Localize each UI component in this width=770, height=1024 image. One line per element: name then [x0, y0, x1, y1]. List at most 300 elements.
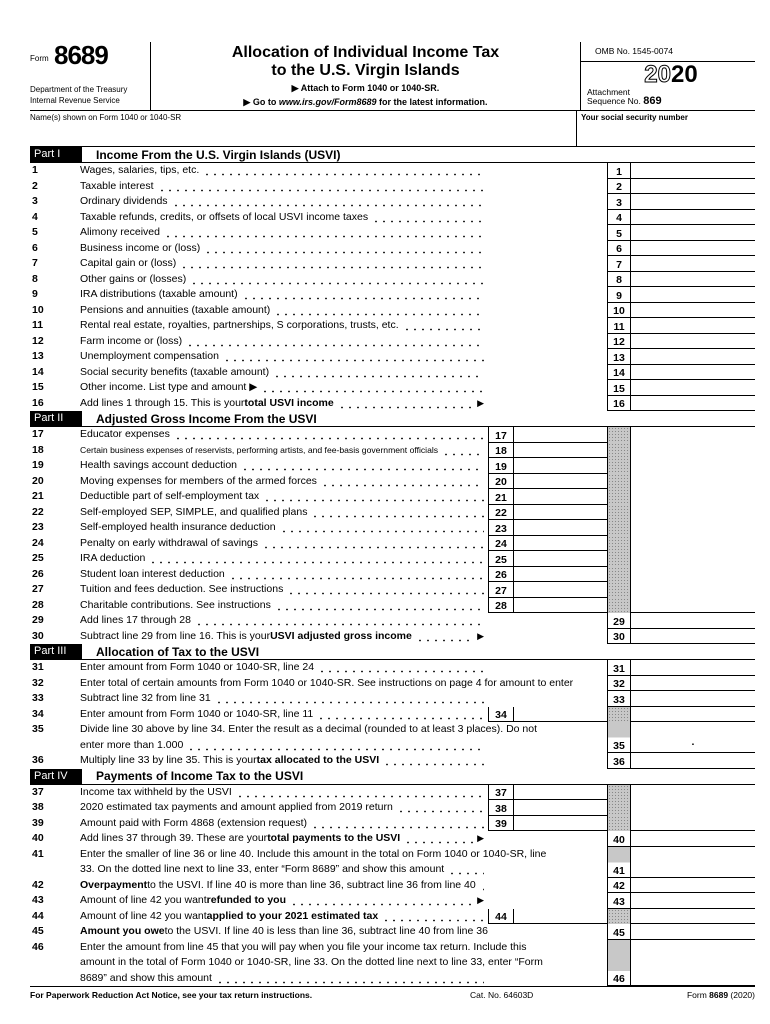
text: Enter amount from Form 1040 or 1040-SR, line 24: [80, 661, 315, 673]
line-9: [30, 287, 755, 303]
line-description: [80, 272, 488, 288]
title-line-1: Allocation of Individual Income Tax: [231, 44, 500, 61]
omb-number: OMB No. 1545-0074: [581, 42, 755, 62]
right-line-number: 12: [607, 334, 630, 350]
text: Charitable contributions. See instructions: [80, 598, 271, 611]
dot-leader: [195, 613, 484, 629]
shaded-area: [607, 567, 630, 583]
dot-leader: [274, 303, 484, 319]
amount-input[interactable]: [630, 163, 755, 179]
text: Wages, salaries, tips, etc.: [80, 164, 200, 176]
right-line-number: 36: [607, 753, 630, 769]
description-line: [80, 551, 488, 567]
line-30: [30, 629, 755, 645]
right-line-number: 31: [607, 660, 630, 676]
right-line-number: 14: [607, 365, 630, 381]
amount-input[interactable]: [630, 365, 755, 381]
line-description: [80, 567, 488, 583]
inner-line-number: 21: [488, 489, 513, 505]
line-description: [80, 691, 488, 707]
line-description: [80, 893, 488, 909]
service: Internal Revenue Service: [30, 96, 120, 105]
text: Rental real estate, royalties, partnerships, S corporations, trusts, etc.: [80, 319, 399, 331]
part-title: Adjusted Gross Income From the USVI: [96, 411, 317, 426]
spacer: [488, 753, 513, 769]
name-label: Name(s) shown on Form 1040 or 1040-SR: [30, 113, 182, 122]
line-40: [30, 831, 755, 847]
description-line: [80, 505, 488, 521]
description-line: [80, 909, 488, 925]
description-line: [80, 862, 488, 878]
line-description: [80, 816, 488, 832]
inner-line-number: 19: [488, 458, 513, 474]
line-number: 21: [32, 490, 44, 502]
dot-leader: [403, 318, 484, 334]
line-number: 37: [32, 785, 44, 798]
inner-amount-input[interactable]: [513, 582, 607, 598]
text: Divide line 30 above by line 34. Enter the result as a decimal (rounded to at least 3 places). Do not: [80, 723, 538, 735]
right-line-number: 4: [607, 210, 630, 226]
part-header: [30, 411, 755, 427]
line-description: [80, 256, 488, 272]
description-line: [80, 256, 488, 272]
line-number: 46: [32, 940, 44, 953]
line-description: [80, 722, 538, 753]
line-description: [80, 660, 488, 676]
line-19: [30, 458, 755, 474]
spacer: [488, 179, 513, 195]
dot-leader: [480, 878, 484, 894]
text: Enter amount from Form 1040 or 1040-SR, line 11: [80, 707, 314, 720]
amount-input[interactable]: [630, 940, 755, 987]
line-23: [30, 520, 755, 536]
amount-input[interactable]: [630, 303, 755, 319]
dot-leader: [442, 443, 484, 459]
dot-leader: [317, 707, 484, 723]
spacer: [513, 163, 607, 179]
amount-input[interactable]: [630, 318, 755, 334]
text: Taxable interest: [80, 179, 154, 192]
amount-cell: [630, 707, 755, 723]
description-line: [80, 582, 488, 598]
amount-cell: [630, 520, 755, 536]
spacer: [513, 878, 607, 894]
spacer: [513, 847, 607, 878]
amount-input[interactable]: [630, 241, 755, 257]
text: Enter the amount from line 45 that you will pay when you file your income tax return. Include this: [80, 940, 527, 953]
dot-leader: [229, 567, 484, 583]
text: Add lines 1 through 15. This is your: [80, 396, 245, 409]
amount-input[interactable]: [630, 753, 755, 769]
line-36: [30, 753, 755, 769]
line-number: 6: [32, 241, 38, 254]
description-line: [80, 194, 488, 210]
right-line-number: 9: [607, 287, 630, 303]
spacer: [513, 722, 607, 753]
inner-line-number: 17: [488, 427, 513, 443]
line-description: [80, 520, 488, 536]
spacer: [513, 179, 607, 195]
arrow-icon: ▶: [477, 833, 484, 843]
text: to the USVI. If line 40 is more than line 36, subtract line 36 from line 40: [147, 878, 476, 891]
text: Unemployment compensation: [80, 350, 219, 362]
amount-input[interactable]: [630, 287, 755, 303]
text: Social security benefits (taxable amount): [80, 365, 270, 378]
line-description: [80, 676, 574, 692]
description-line: [80, 893, 488, 909]
bold-text: total USVI income: [244, 396, 334, 409]
name-field[interactable]: [30, 111, 577, 146]
amount-input[interactable]: [630, 396, 755, 412]
line-44: [30, 909, 755, 925]
text: Other income. List type and amount ▶: [80, 381, 258, 393]
amount-cell: [630, 816, 755, 832]
line-45: [30, 924, 755, 940]
line-number: 45: [32, 925, 44, 937]
inner-amount-input[interactable]: [513, 505, 607, 521]
line-description: [80, 396, 488, 412]
footer-form-year: (2020): [728, 990, 755, 1000]
inner-line-number: 39: [488, 816, 513, 832]
right-line-number: 30: [607, 629, 630, 645]
inner-amount-input[interactable]: [513, 785, 607, 801]
inner-amount-input[interactable]: [513, 427, 607, 443]
spacer: [488, 225, 513, 241]
line-number: 5: [32, 226, 38, 238]
spacer: [513, 613, 607, 629]
dot-leader: [149, 551, 484, 567]
part-label: Part I: [30, 147, 82, 162]
amount-input[interactable]: [630, 225, 755, 241]
spacer: [513, 256, 607, 272]
line-43: [30, 893, 755, 909]
text: IRA distributions (taxable amount): [80, 288, 238, 300]
spacer: [488, 334, 513, 350]
line-25: [30, 551, 755, 567]
text: Subtract line 29 from line 16. This is your: [80, 629, 271, 642]
spacer: [513, 334, 607, 350]
text: enter more than 1.000: [80, 738, 184, 751]
footer: [30, 986, 755, 1000]
description-line: [80, 241, 488, 257]
description-line: [80, 225, 488, 241]
amount-input[interactable]: [630, 613, 755, 629]
text: Taxable refunds, credits, or offsets of local USVI income taxes: [80, 210, 369, 223]
spacer: [488, 878, 513, 894]
amount-cell: [630, 458, 755, 474]
line-18: [30, 443, 755, 459]
dot-leader: [215, 691, 484, 707]
description-line: [80, 396, 488, 412]
bold-text: total payments to the USVI: [267, 832, 401, 844]
bold-text: tax allocated to the USVI: [256, 754, 380, 766]
amount-input[interactable]: [630, 380, 755, 396]
amount-input[interactable]: [630, 194, 755, 210]
spacer: [513, 629, 607, 645]
line-11: [30, 318, 755, 334]
line-description: [80, 210, 488, 226]
line-17: [30, 427, 755, 443]
shaded-area: [607, 598, 630, 614]
amount-cell: [630, 489, 755, 505]
description-line: [80, 707, 488, 723]
amount-input[interactable]: [630, 831, 755, 847]
line-33: [30, 691, 755, 707]
text: 2020 estimated tax payments and amount applied from 2019 return: [80, 801, 393, 813]
amount-input[interactable]: [630, 272, 755, 288]
spacer: [488, 210, 513, 226]
right-line-number: 5: [607, 225, 630, 241]
inner-line-number: 44: [488, 909, 513, 925]
text: Self-employed health insurance deduction: [80, 521, 276, 533]
right-line-number: 16: [607, 396, 630, 412]
amount-input[interactable]: [630, 334, 755, 350]
line-10: [30, 303, 755, 319]
shaded-area: [607, 474, 630, 490]
text: Farm income or (loss): [80, 334, 183, 347]
amount-input[interactable]: [630, 629, 755, 645]
inner-amount-input[interactable]: [513, 489, 607, 505]
line-number: 24: [32, 536, 44, 549]
inner-amount-input[interactable]: [513, 443, 607, 459]
text: Enter total of certain amounts from Form 1040 or 1040-SR. See instructions on page 4 for amount to enter: [80, 676, 574, 689]
dot-leader: [448, 862, 484, 878]
line-1: [30, 163, 755, 179]
line-number: 23: [32, 521, 44, 533]
dot-leader: [416, 629, 473, 645]
line-number: 17: [32, 428, 44, 440]
spacer: [513, 893, 607, 909]
inner-amount-input[interactable]: [513, 598, 607, 614]
text: Ordinary dividends: [80, 195, 168, 207]
line-description: [80, 303, 488, 319]
line-4: [30, 210, 755, 226]
line-26: [30, 567, 755, 583]
inner-line-number: 24: [488, 536, 513, 552]
text: Certain business expenses of reservists, performing artists, and fee-basis government officials: [80, 444, 439, 455]
spacer: [488, 241, 513, 257]
line-description: [80, 318, 488, 334]
line-description: [80, 489, 488, 505]
spacer: [488, 924, 513, 940]
dot-leader: [241, 458, 484, 474]
part-header: [30, 769, 755, 785]
amount-cell: [630, 551, 755, 567]
amount-input[interactable]: [630, 660, 755, 676]
inner-line-number: 23: [488, 520, 513, 536]
description-line: [80, 536, 488, 552]
amount-cell: [630, 427, 755, 443]
spacer: [488, 831, 513, 847]
bold-text: USVI adjusted gross income: [270, 629, 412, 642]
description-line: [80, 924, 488, 940]
amount-input[interactable]: [630, 893, 755, 909]
spacer: [513, 940, 607, 987]
line-38: [30, 800, 755, 816]
line-number: 34: [32, 707, 44, 720]
year-bold: 20: [671, 61, 698, 88]
line-number: 44: [32, 909, 44, 922]
amount-input[interactable]: [630, 722, 755, 753]
dot-leader: [287, 582, 484, 598]
inner-amount-input[interactable]: [513, 551, 607, 567]
dot-leader: [158, 179, 484, 195]
inner-amount-input[interactable]: [513, 567, 607, 583]
dot-leader: [223, 349, 484, 365]
dot-leader: [382, 909, 484, 925]
line-32: [30, 676, 755, 692]
website-instruction: [151, 97, 580, 108]
description-line: [80, 955, 543, 971]
part-title: Income From the U.S. Virgin Islands (USVI): [96, 147, 341, 162]
spacer: [488, 194, 513, 210]
inner-amount-input[interactable]: [513, 536, 607, 552]
line-description: [80, 334, 488, 350]
inner-amount-input[interactable]: [513, 816, 607, 832]
spacer: [513, 660, 607, 676]
line-39: [30, 816, 755, 832]
text: Tuition and fees deduction. See instructions: [80, 583, 284, 595]
text: Add lines 37 through 39. These are your: [80, 832, 268, 844]
line-22: [30, 505, 755, 521]
inner-line-number: 26: [488, 567, 513, 583]
description-line: [80, 380, 488, 396]
spacer: [488, 691, 513, 707]
line-14: [30, 365, 755, 381]
amount-input[interactable]: [630, 210, 755, 226]
description-line: [80, 660, 488, 676]
inner-amount-input[interactable]: [513, 458, 607, 474]
part-label: Part III: [30, 644, 82, 659]
irs-link[interactable]: www.irs.gov/Form8689: [278, 97, 377, 107]
text: Income tax withheld by the USVI: [80, 785, 232, 798]
description-line: [80, 816, 488, 832]
inner-amount-input[interactable]: [513, 800, 607, 816]
shaded-area: [607, 520, 630, 536]
inner-amount-input[interactable]: [513, 520, 607, 536]
right-line-number: 8: [607, 272, 630, 288]
dot-leader: [242, 287, 484, 303]
text: Alimony received: [80, 226, 160, 238]
amount-cell: [630, 800, 755, 816]
amount-cell: [630, 598, 755, 614]
amount-input[interactable]: [630, 349, 755, 365]
line-29: [30, 613, 755, 629]
spacer: [488, 613, 513, 629]
amount-input[interactable]: [630, 691, 755, 707]
shaded-area: [607, 800, 630, 816]
right-line-number: 45: [607, 924, 630, 940]
line-15: [30, 380, 755, 396]
description-line: [80, 334, 488, 350]
ssn-field[interactable]: [577, 111, 755, 146]
right-line-number: 13: [607, 349, 630, 365]
shaded-area: [607, 816, 630, 832]
spacer: [488, 722, 513, 753]
inner-amount-input[interactable]: [513, 909, 607, 925]
spacer: [488, 163, 513, 179]
spacer: [513, 676, 607, 692]
line-37: [30, 785, 755, 801]
amount-input[interactable]: [630, 179, 755, 195]
inner-amount-input[interactable]: [513, 707, 607, 723]
amount-input[interactable]: [630, 676, 755, 692]
bold-text: Overpayment: [80, 878, 148, 891]
spacer: [488, 303, 513, 319]
dot-leader: [261, 380, 484, 396]
description-line: [80, 722, 538, 738]
description-line: [80, 738, 488, 754]
line-description: [80, 380, 488, 396]
spacer: [513, 753, 607, 769]
description-line: [80, 272, 488, 288]
line-21: [30, 489, 755, 505]
line-3: [30, 194, 755, 210]
line-description: [80, 785, 488, 801]
right-line-number: 11: [607, 318, 630, 334]
right-line-number: 42: [607, 878, 630, 894]
line-number: 14: [32, 365, 44, 378]
line-number: 19: [32, 459, 44, 471]
amount-input[interactable]: [630, 924, 755, 940]
text: Amount of line 42 you want: [80, 909, 207, 922]
arrow-icon: ▶: [477, 630, 484, 641]
shaded-area: [607, 443, 630, 459]
spacer: [488, 272, 513, 288]
line-number: 36: [32, 754, 44, 766]
inner-line-number: 22: [488, 505, 513, 521]
line-description: [80, 753, 488, 769]
text: Educator expenses: [80, 428, 170, 440]
footer-form-label: Form: [686, 990, 710, 1000]
spacer: [513, 691, 607, 707]
inner-amount-input[interactable]: [513, 474, 607, 490]
line-description: [80, 287, 488, 303]
dot-leader: [263, 489, 484, 505]
spacer: [488, 318, 513, 334]
description-line: [80, 443, 488, 459]
line-2: [30, 179, 755, 195]
right-line-number: 35: [607, 722, 630, 753]
text: Add lines 17 through 28: [80, 614, 191, 626]
description-line: [80, 598, 488, 614]
dot-leader: [318, 660, 484, 676]
line-number: 41: [32, 847, 44, 860]
amount-cell: [630, 474, 755, 490]
dot-leader: [311, 505, 484, 521]
spacer: [488, 660, 513, 676]
description-line: [80, 800, 488, 816]
line-20: [30, 474, 755, 490]
text: Moving expenses for members of the armed forces: [80, 474, 317, 487]
line-41: [30, 847, 755, 878]
line-description: [80, 847, 547, 878]
shaded-area: [607, 427, 630, 443]
text: Capital gain or (loss): [80, 257, 177, 269]
line-number: 38: [32, 801, 44, 813]
tax-year: [587, 62, 755, 88]
department: Department of the Treasury: [30, 85, 128, 94]
dot-leader: [172, 194, 484, 210]
spacer: [513, 349, 607, 365]
dot-leader: [262, 536, 484, 552]
amount-input[interactable]: [630, 256, 755, 272]
line-7: [30, 256, 755, 272]
spacer: [488, 940, 513, 987]
amount-input[interactable]: [630, 847, 755, 878]
amount-input[interactable]: [630, 878, 755, 894]
line-description: [80, 474, 488, 490]
